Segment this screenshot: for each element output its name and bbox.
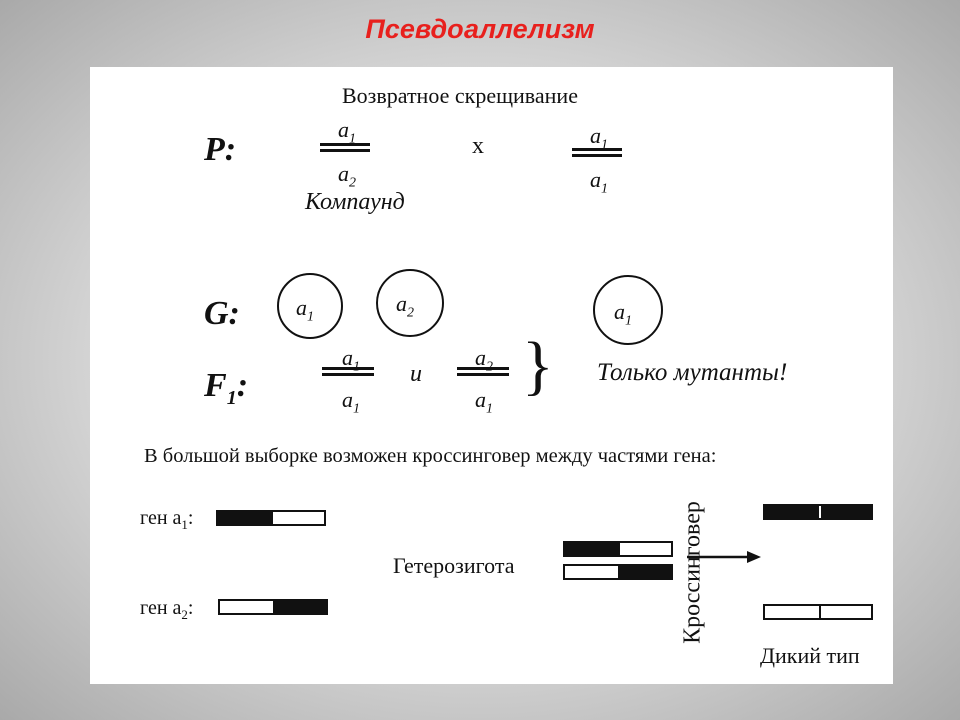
p-right-top-allele: $a_1$ [590, 123, 608, 153]
gamete-2-allele: $a_2$ [396, 291, 414, 321]
f1-right-top-allele: $a_2$ [475, 345, 493, 375]
gene-a1-label: ген $а_1$: [140, 507, 194, 532]
compound-caption: Компаунд [305, 189, 405, 215]
p-left-bottom-allele: $a_2$ [338, 161, 356, 191]
wild-type-label: Дикий тип [760, 643, 860, 668]
only-mutants-note: Только мутанты! [597, 359, 788, 386]
crossover-vertical-label: Кроссинговер [679, 501, 706, 644]
p-right-chromosome-lines [572, 148, 622, 157]
f1-label: $F_1$: [204, 367, 249, 409]
f1-right-chromosome-lines [457, 367, 509, 376]
slide-title: Псевдоаллелизм [365, 14, 595, 44]
gene-a2-bar [218, 599, 328, 615]
backcross-heading: Возвратное скрещивание [342, 83, 578, 108]
p-left-chromosome-lines [320, 143, 370, 152]
and-word: и [410, 361, 422, 387]
f1-left-bottom-allele: $a_1$ [342, 387, 360, 417]
gene-a1-bar [216, 510, 326, 526]
p-left-top-allele: $a_1$ [338, 117, 356, 147]
p-label: P: [204, 131, 237, 168]
gene-a2-normal-part [220, 601, 273, 613]
curly-brace: } [522, 329, 554, 402]
gamete-3-allele: $a_1$ [614, 299, 632, 329]
gene-a2-label: ген $а_2$: [140, 597, 194, 622]
gene-a2-mutant-part [273, 601, 326, 613]
f1-right-bottom-allele: $a_1$ [475, 387, 493, 417]
diagram-panel [90, 67, 893, 684]
cross-symbol: x [472, 133, 484, 159]
g-label: G: [204, 295, 240, 332]
heterozygote-chromosome-1 [563, 541, 673, 557]
recombinant-wild-type-bar [763, 604, 873, 620]
gamete-1-allele: $a_1$ [296, 295, 314, 325]
f1-left-top-allele: $a_1$ [342, 345, 360, 375]
heterozygote-chromosome-2 [563, 564, 673, 580]
recombinant-double-mutant-bar [763, 504, 873, 520]
heterozygote-label: Гетерозигота [393, 553, 515, 578]
gene-a1-normal-part [273, 512, 324, 524]
p-right-bottom-allele: $a_1$ [590, 167, 608, 197]
f1-left-chromosome-lines [322, 367, 374, 376]
gene-a1-mutant-part [218, 512, 273, 524]
crossover-sentence: В большой выборке возможен кроссинговер между частями гена: [144, 445, 717, 467]
